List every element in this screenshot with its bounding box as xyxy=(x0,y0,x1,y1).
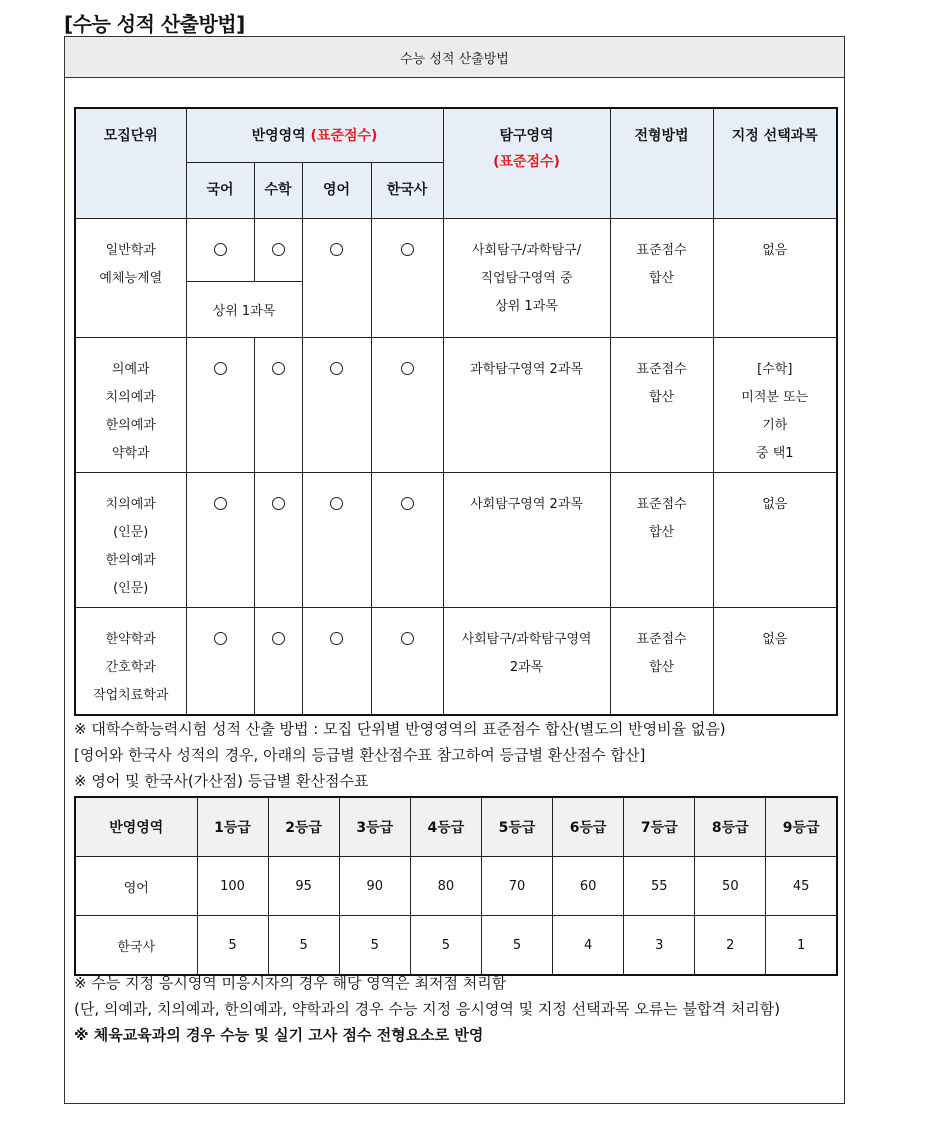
row1-unit-line1: 일반학과 xyxy=(105,242,156,258)
grade-header-cell: 7등급 xyxy=(624,797,695,857)
circle-mark xyxy=(214,243,227,256)
note-physical-education: ※ 체육교육과의 경우 수능 및 실기 고사 점수 전형요소로 반영 xyxy=(74,1026,484,1044)
grade-cell: 5 xyxy=(481,916,552,976)
grade-row-english xyxy=(75,857,837,916)
row4-method xyxy=(610,607,713,715)
row2-unit-line2: 치의예과 xyxy=(105,389,156,405)
grade-cell: 5 xyxy=(339,916,410,976)
grade-header-cell: 6등급 xyxy=(553,797,624,857)
row4-unit-line3: 작업치료학과 xyxy=(93,687,169,703)
header-explore-suffix: (표준점수) xyxy=(493,154,560,170)
row1-designated xyxy=(713,218,837,337)
row3-unit-line2: (인문) xyxy=(113,524,149,540)
page-title: [수능 성적 산출방법] xyxy=(64,12,245,36)
row1-mark-korean xyxy=(186,218,254,281)
grade-header-cell: 1등급 xyxy=(197,797,268,857)
row3-mark-history xyxy=(371,472,443,607)
row2-method xyxy=(610,337,713,472)
grade-cell: 4 xyxy=(553,916,624,976)
row4-unit-line1: 한약학과 xyxy=(105,631,156,647)
row4-method-line1: 표준점수 xyxy=(636,631,687,647)
circle-mark xyxy=(330,632,343,645)
row3-unit xyxy=(75,472,186,607)
grade-header-cell: 9등급 xyxy=(766,797,837,857)
circle-mark xyxy=(272,362,285,375)
row4-mark-history xyxy=(371,607,443,715)
note-grade-table-title: ※ 영어 및 한국사(가산점) 등급별 환산점수표 xyxy=(74,772,369,790)
row1-explore-line2: 직업탐구영역 중 xyxy=(480,270,573,286)
row1-mark-math xyxy=(254,218,302,281)
row2-method-line2: 합산 xyxy=(648,389,675,405)
row3-unit-line4: (인문) xyxy=(113,580,149,596)
row4-explore-line2: 2과목 xyxy=(509,659,544,675)
row2-method-line1: 표준점수 xyxy=(636,361,687,377)
grade-row-history xyxy=(75,916,837,976)
grade-header-cell: 3등급 xyxy=(339,797,410,857)
note-calculation-method: ※ 대학수학능력시험 성적 산출 방법 : 모집 단위별 반영영역의 표준점수 합산(별도의 반영비율 없음) xyxy=(74,720,726,738)
row4-designated-line1: 없음 xyxy=(762,631,788,647)
row2-designated-line4: 중 택1 xyxy=(756,445,794,461)
row4-method-line2: 합산 xyxy=(648,659,675,675)
grade-cell: 100 xyxy=(197,857,268,916)
row3-mark-english xyxy=(302,472,371,607)
grade-cell: 영어 xyxy=(75,857,197,916)
row2-designated-line2: 미적분 또는 xyxy=(741,389,809,405)
row3-mark-korean xyxy=(186,472,254,607)
grade-cell: 5 xyxy=(410,916,481,976)
grade-header-cell: 5등급 xyxy=(481,797,552,857)
row3-unit-line3: 한의예과 xyxy=(105,552,156,568)
grade-cell: 45 xyxy=(766,857,837,916)
header-explore-label: 탐구영역 xyxy=(499,128,554,144)
grade-header-cell: 4등급 xyxy=(410,797,481,857)
circle-mark xyxy=(330,497,343,510)
grade-cell: 95 xyxy=(268,857,339,916)
header-designated: 지정 선택과목 xyxy=(713,108,837,218)
circle-mark xyxy=(330,362,343,375)
row2-unit-line4: 약학과 xyxy=(111,445,150,461)
grade-header-cell: 반영영역 xyxy=(75,797,197,857)
row1-explore-line3: 상위 1과목 xyxy=(495,298,558,314)
grade-header-cell: 2등급 xyxy=(268,797,339,857)
row2-designated-line3: 기하 xyxy=(762,417,788,433)
circle-mark xyxy=(330,243,343,256)
circle-mark xyxy=(401,243,414,256)
circle-mark xyxy=(272,632,285,645)
grade-cell: 3 xyxy=(624,916,695,976)
row4-explore xyxy=(443,607,610,715)
content-frame xyxy=(64,36,845,1104)
grade-cell: 5 xyxy=(268,916,339,976)
row4-explore-line1: 사회탐구/과학탐구영역 xyxy=(461,631,592,647)
row1-unit xyxy=(75,218,186,337)
grade-cell: 60 xyxy=(553,857,624,916)
row2-unit-line3: 한의예과 xyxy=(105,417,156,433)
row4-unit-line2: 간호학과 xyxy=(105,659,156,675)
circle-mark xyxy=(214,362,227,375)
grade-cell: 한국사 xyxy=(75,916,197,976)
row3-mark-math xyxy=(254,472,302,607)
grade-cell: 70 xyxy=(481,857,552,916)
row1-method xyxy=(610,218,713,337)
header-method: 전형방법 xyxy=(610,108,713,218)
row2-designated xyxy=(713,337,837,472)
row4-mark-math xyxy=(254,607,302,715)
row1-method-line1: 표준점수 xyxy=(636,242,687,258)
row1-explore-line1: 사회탐구/과학탐구/ xyxy=(471,242,582,258)
note-minimum-score: ※ 수능 지정 응시영역 미응시자의 경우 해당 영역은 최저점 처리함 xyxy=(74,974,507,992)
grade-cell: 5 xyxy=(197,916,268,976)
row2-explore xyxy=(443,337,610,472)
grade-conversion-table xyxy=(74,796,838,976)
header-reflect-label: 반영영역 xyxy=(251,128,311,144)
header-reflect-suffix: (표준점수) xyxy=(310,128,378,144)
row2-mark-math xyxy=(254,337,302,472)
row2-mark-english xyxy=(302,337,371,472)
row3-designated-line1: 없음 xyxy=(762,496,788,512)
circle-mark xyxy=(401,362,414,375)
header-subject-korean: 국어 xyxy=(186,162,254,218)
header-subject-math: 수학 xyxy=(254,162,302,218)
row4-designated xyxy=(713,607,837,715)
circle-mark xyxy=(272,497,285,510)
row3-explore-line1: 사회탐구영역 2과목 xyxy=(470,496,583,512)
row1-merged-note: 상위 1과목 xyxy=(186,281,302,337)
grade-cell: 80 xyxy=(410,857,481,916)
circle-mark xyxy=(401,497,414,510)
row1-mark-history xyxy=(371,218,443,337)
row3-unit-line1: 치의예과 xyxy=(105,496,156,512)
grade-header-cell: 8등급 xyxy=(695,797,766,857)
row4-mark-korean xyxy=(186,607,254,715)
circle-mark xyxy=(214,632,227,645)
header-reflect xyxy=(186,108,443,162)
grade-header-row xyxy=(75,797,837,857)
row2-explore-line1: 과학탐구영역 2과목 xyxy=(470,361,583,377)
grade-cell: 55 xyxy=(624,857,695,916)
row2-designated-line1: [수학] xyxy=(757,361,793,377)
row3-method-line1: 표준점수 xyxy=(636,496,687,512)
admission-table xyxy=(74,107,838,716)
circle-mark xyxy=(272,243,285,256)
header-subject-history: 한국사 xyxy=(371,162,443,218)
row1-mark-english xyxy=(302,218,371,337)
row3-method-line2: 합산 xyxy=(648,524,675,540)
header-explore xyxy=(443,108,610,218)
row2-unit-line1: 의예과 xyxy=(111,361,150,377)
grade-cell: 2 xyxy=(695,916,766,976)
bottom-notes xyxy=(74,970,838,1048)
circle-mark xyxy=(214,497,227,510)
grade-cell: 50 xyxy=(695,857,766,916)
header-unit: 모집단위 xyxy=(75,108,186,218)
header-subject-english: 영어 xyxy=(302,162,371,218)
note-english-history: [영어와 한국사 성적의 경우, 아래의 등급별 환산점수표 참고하여 등급별 환산점수 합산] xyxy=(74,746,646,764)
row3-designated xyxy=(713,472,837,607)
row2-mark-korean xyxy=(186,337,254,472)
row4-mark-english xyxy=(302,607,371,715)
row2-mark-history xyxy=(371,337,443,472)
row1-designated-line1: 없음 xyxy=(762,242,788,258)
row2-unit xyxy=(75,337,186,472)
row1-unit-line2: 예체능계열 xyxy=(99,270,163,286)
row1-explore xyxy=(443,218,610,337)
grade-cell: 90 xyxy=(339,857,410,916)
box-header: 수능 성적 산출방법 xyxy=(65,37,844,78)
note-fail-condition: (단, 의예과, 치의예과, 한의예과, 약학과의 경우 수능 지정 응시영역 및 지정 선택과목 오류는 불합격 처리함) xyxy=(74,1000,781,1018)
circle-mark xyxy=(401,632,414,645)
row4-unit xyxy=(75,607,186,715)
grade-cell: 1 xyxy=(766,916,837,976)
row1-method-line2: 합산 xyxy=(648,270,675,286)
row3-method xyxy=(610,472,713,607)
row3-explore xyxy=(443,472,610,607)
